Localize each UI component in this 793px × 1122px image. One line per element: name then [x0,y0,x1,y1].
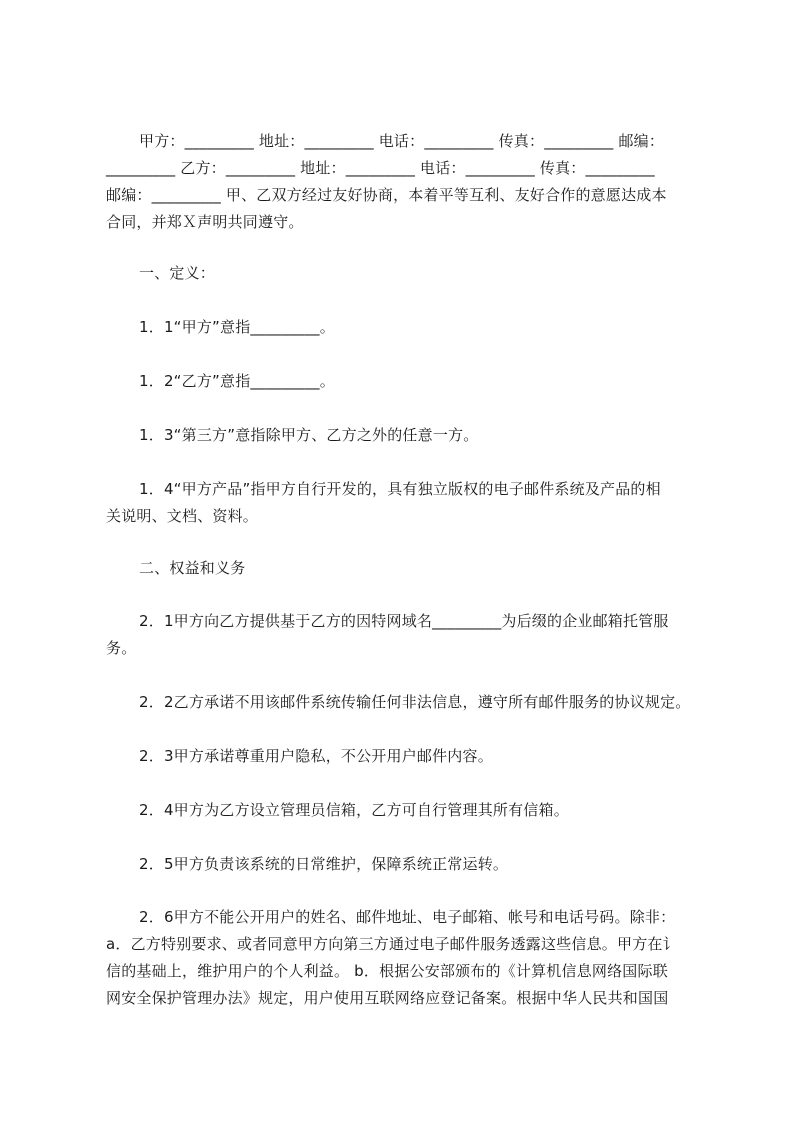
parties-line-2: _________ 乙方：_________ 地址：_________ 电话：_________ 传真：_________ [106,159,655,177]
clause-1-1: 1．1“甲方”意指_________。 [139,318,335,336]
parties-line-4: 合同，并郑Ｘ声明共同遵守。 [106,213,304,231]
clause-2-6-line-3: 信的基础上，维护用户的个人利益。 b．根据公安部颁布的《计算机信息网络国际联 [106,962,668,980]
clause-2-5: 2．5甲方负责该系统的日常维护，保障系统正常运转。 [139,855,509,873]
clause-2-2: 2．2乙方承诺不用该邮件系统传输任何非法信息，遵守所有邮件服务的协议规定。 [139,693,691,711]
clause-2-6-line-4: 网安全保护管理办法》规定，用户使用互联网络应登记备案。根据中华人民共和国国 [106,989,669,1007]
clause-2-6-line-1: 2．6甲方不能公开用户的姓名、邮件地址、电子邮箱、帐号和电话号码。除非： [139,908,676,926]
clause-2-6-line-2: a．乙方特别要求、或者同意甲方向第三方通过电子邮件服务透露这些信息。甲方在讠 [106,935,678,953]
clause-2-1-line-1: 2．1甲方向乙方提供基于乙方的因特网域名_________为后缀的企业邮箱托管服 [139,612,669,630]
clause-1-2: 1．2“乙方”意指_________。 [139,372,335,390]
clause-2-4: 2．4甲方为乙方设立管理员信箱，乙方可自行管理其所有信箱。 [139,801,569,819]
clause-1-4-line-1: 1．4“甲方产品”指甲方自行开发的，具有独立版权的电子邮件系统及产品的相 [139,480,661,498]
parties-line-3: 邮编：_________ 甲、乙双方经过友好协商，本着平等互利、友好合作的意愿达成本 [106,186,667,204]
section-heading-rights: 二、权益和义务 [139,559,246,577]
clause-2-3: 2．3甲方承诺尊重用户隐私，不公开用户邮件内容。 [139,747,493,765]
parties-line-1: 甲方：_________ 地址：_________ 电话：_________ 传真：_________ 邮编： [139,132,665,150]
clause-2-1-line-2: 务。 [106,639,137,657]
section-heading-definitions: 一、定义： [139,264,216,282]
clause-1-3: 1．3“第三方”意指除甲方、乙方之外的任意一方。 [139,426,479,444]
clause-1-4-line-2: 关说明、文档、资料。 [106,507,259,525]
